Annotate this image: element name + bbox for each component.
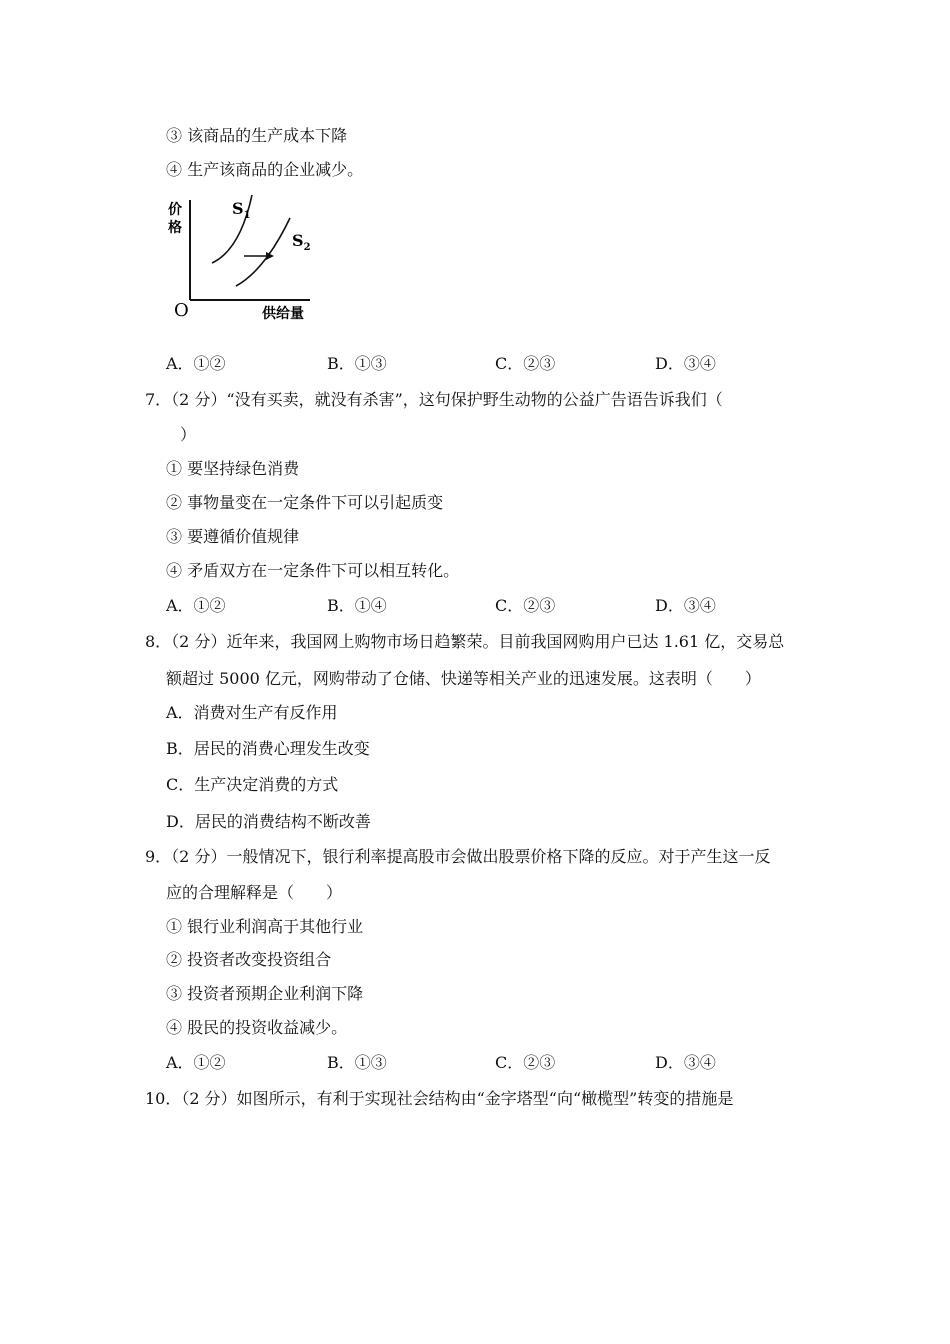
q6-item-3: ③ 该商品的生产成本下降 bbox=[166, 126, 348, 145]
q7-item-2: ② 事物量变在一定条件下可以引起质变 bbox=[166, 493, 444, 512]
x-axis-label: 供给量 bbox=[262, 306, 304, 322]
q6-item-4: ④ 生产该商品的企业减少。 bbox=[166, 160, 364, 179]
q10-stem: 10．（2 分）如图所示，有利于实现社会结构由“金字塔型“向“橄榄型”转变的措施是 bbox=[145, 1089, 734, 1108]
q7-option-c: C．②③ bbox=[495, 596, 556, 615]
s2-curve bbox=[236, 218, 290, 286]
s2-label: $S_2$ bbox=[292, 231, 311, 253]
q9-item-2: ② 投资者改变投资组合 bbox=[166, 950, 332, 969]
q9-item-4: ④ 股民的投资收益减少。 bbox=[166, 1018, 348, 1037]
q8-option-d: D．居民的消费结构不断改善 bbox=[166, 812, 371, 831]
q6-option-d: D．③④ bbox=[655, 354, 716, 373]
q9-option-d: D．③④ bbox=[655, 1053, 716, 1072]
q9-option-b: B．①③ bbox=[327, 1053, 387, 1072]
q7-stem-end: ） bbox=[180, 425, 197, 444]
q8-option-a: A．消费对生产有反作用 bbox=[166, 703, 338, 722]
origin-label: O bbox=[174, 300, 189, 321]
supply-curve-figure bbox=[160, 190, 330, 325]
y-axis-label-char2: 格 bbox=[168, 220, 182, 236]
q7-option-d: D．③④ bbox=[655, 596, 716, 615]
q9-item-1: ① 银行业利润高于其他行业 bbox=[166, 917, 364, 936]
q8-option-c: C．生产决定消费的方式 bbox=[166, 775, 339, 794]
y-axis-label-char1: 价 bbox=[168, 202, 182, 218]
q7-item-4: ④ 矛盾双方在一定条件下可以相互转化。 bbox=[166, 561, 460, 580]
q6-option-a: A．①② bbox=[166, 354, 226, 373]
q6-option-b: B．①③ bbox=[327, 354, 387, 373]
s1-label: $S_1$ bbox=[232, 199, 251, 221]
q9-stem-line2: 应的合理解释是（ ） bbox=[166, 883, 343, 902]
q7-option-b: B．①④ bbox=[327, 596, 387, 615]
q9-stem-line1: 9．（2 分）一般情况下，银行利率提高股市会做出股票价格下降的反应。对于产生这一反 bbox=[145, 847, 771, 866]
q9-option-c: C．②③ bbox=[495, 1053, 556, 1072]
q6-option-c: C．②③ bbox=[495, 354, 556, 373]
q9-option-a: A．①② bbox=[166, 1053, 226, 1072]
q7-item-1: ① 要坚持绿色消费 bbox=[166, 459, 300, 478]
q8-stem-line1: 8．（2 分）近年来，我国网上购物市场日趋繁荣。目前我国网购用户已达 1.61 亿，交易总 bbox=[145, 632, 785, 651]
q8-stem-line2: 额超过 5000 亿元，网购带动了仓储、快递等相关产业的迅速发展。这表明（ ） bbox=[166, 669, 761, 688]
q7-stem: 7．（2 分）“没有买卖，就没有杀害”，这句保护野生动物的公益广告语告诉我们（ bbox=[145, 390, 723, 409]
q7-item-3: ③ 要遵循价值规律 bbox=[166, 527, 300, 546]
q7-option-a: A．①② bbox=[166, 596, 226, 615]
q8-option-b: B．居民的消费心理发生改变 bbox=[166, 739, 370, 758]
q9-item-3: ③ 投资者预期企业利润下降 bbox=[166, 984, 364, 1003]
